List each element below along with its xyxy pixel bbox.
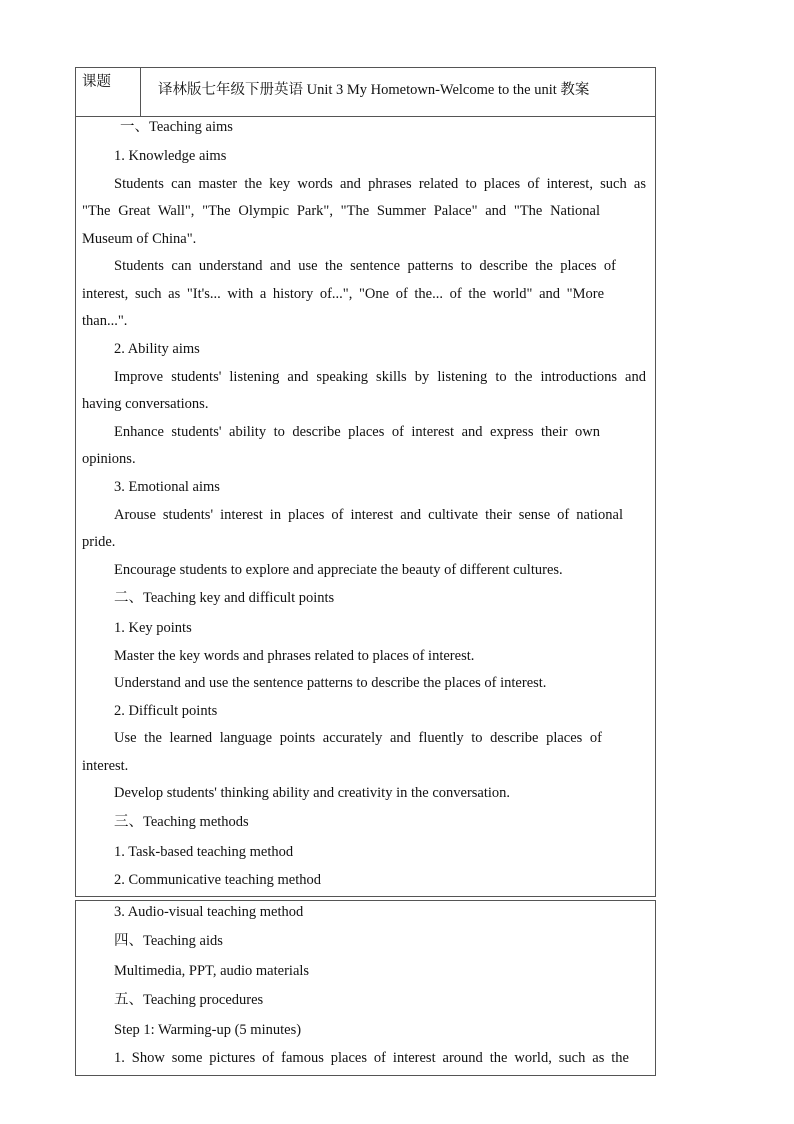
- section-heading-aids: 四、Teaching aids: [114, 933, 223, 949]
- paragraph-line: than...".: [82, 313, 128, 329]
- paragraph-line: pride.: [82, 534, 116, 550]
- paragraph-line: interest.: [82, 758, 129, 774]
- section-heading-procedures: 五、Teaching procedures: [114, 992, 264, 1008]
- paragraph-line: 1. Show some pictures of famous places of interest around the world, such as the: [114, 1050, 629, 1066]
- subheading-difficult-points: 2. Difficult points: [114, 703, 218, 719]
- method-item: 2. Communicative teaching method: [114, 872, 321, 888]
- lesson-title: 译林版七年级下册英语 Unit 3 My Hometown-Welcome to the unit 教案: [158, 82, 590, 98]
- paragraph-line: Multimedia, PPT, audio materials: [114, 963, 310, 979]
- step-heading: Step 1: Warming-up (5 minutes): [114, 1022, 302, 1038]
- paragraph-line: Museum of China".: [82, 231, 197, 247]
- paragraph-line: "The Great Wall", "The Olympic Park", "The Summer Palace" and "The National: [82, 203, 600, 219]
- method-item: 3. Audio-visual teaching method: [114, 904, 304, 920]
- header-row: [76, 68, 655, 117]
- paragraph-line: Arouse students' interest in places of interest and cultivate their sense of national: [114, 507, 623, 523]
- section-heading-key-points: 二、Teaching key and difficult points: [114, 590, 335, 606]
- subheading-ability: 2. Ability aims: [114, 341, 200, 357]
- lesson-plan-table: [75, 67, 656, 897]
- lesson-plan-table-continued: [75, 900, 656, 1076]
- paragraph-line: having conversations.: [82, 396, 209, 412]
- paragraph-line: Encourage students to explore and appreciate the beauty of different cultures.: [114, 562, 563, 578]
- paragraph-line: Enhance students' ability to describe places of interest and express their own: [114, 424, 600, 440]
- paragraph-line: Students can master the key words and phrases related to places of interest, such as: [114, 176, 646, 192]
- paragraph-line: Use the learned language points accurately and fluently to describe places of: [114, 730, 602, 746]
- paragraph-line: interest, such as "It's... with a history of...", "One of the... of the world" and "More: [82, 286, 604, 302]
- paragraph-line: Master the key words and phrases related to places of interest.: [114, 648, 475, 664]
- subheading-emotional: 3. Emotional aims: [114, 479, 220, 495]
- paragraph-line: Develop students' thinking ability and creativity in the conversation.: [114, 785, 511, 801]
- section-heading-methods: 三、Teaching methods: [114, 814, 249, 830]
- section-heading-aims: 一、Teaching aims: [120, 119, 233, 135]
- paragraph-line: Improve students' listening and speaking skills by listening to the introductions and: [114, 369, 646, 385]
- subheading-key-points: 1. Key points: [114, 620, 192, 636]
- paragraph-line: Understand and use the sentence patterns to describe the places of interest.: [114, 675, 547, 691]
- header-divider: [140, 68, 141, 116]
- paragraph-line: Students can understand and use the sentence patterns to describe the places of: [114, 258, 616, 274]
- method-item: 1. Task-based teaching method: [114, 844, 294, 860]
- topic-label: 课题: [82, 74, 111, 90]
- paragraph-line: opinions.: [82, 451, 136, 467]
- subheading-knowledge: 1. Knowledge aims: [114, 148, 227, 164]
